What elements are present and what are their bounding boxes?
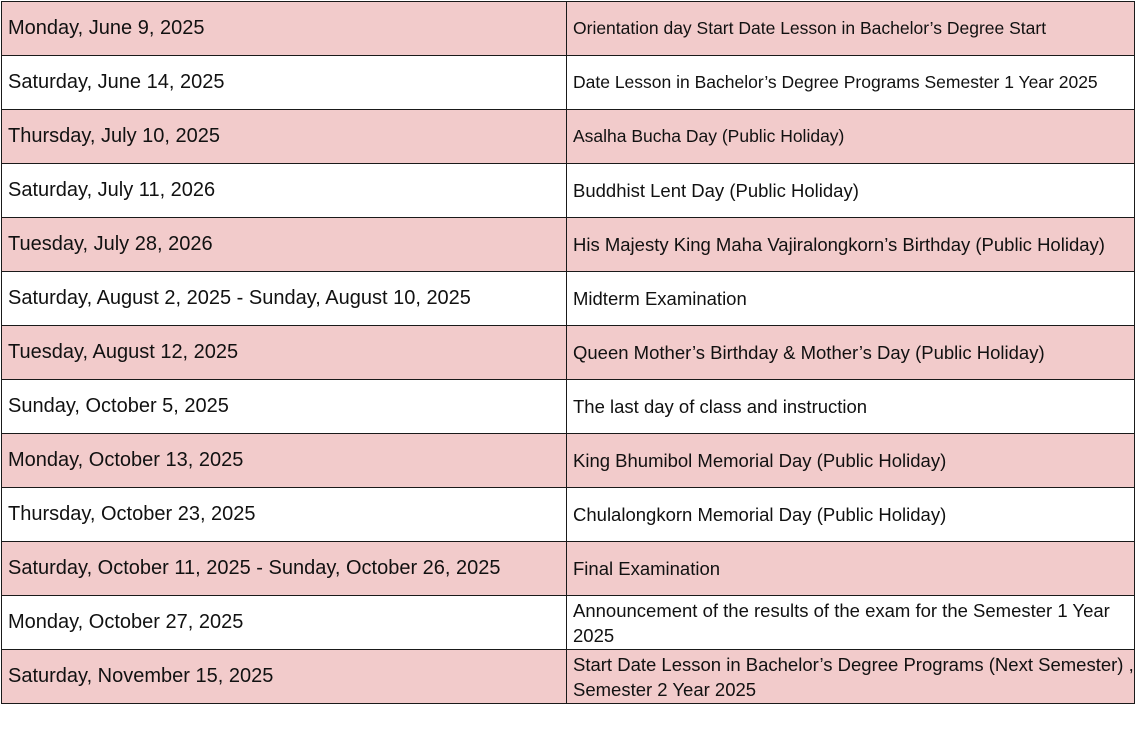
- event-cell: Orientation day Start Date Lesson in Bachelor’s Degree Start: [567, 2, 1135, 56]
- table-row: [2, 110, 1135, 164]
- event-cell: The last day of class and instruction: [567, 380, 1135, 434]
- date-cell: Sunday, October 5, 2025: [2, 380, 567, 434]
- event-cell: Chulalongkorn Memorial Day (Public Holiday): [567, 488, 1135, 542]
- date-cell: Thursday, October 23, 2025: [2, 488, 567, 542]
- event-cell: Asalha Bucha Day (Public Holiday): [567, 110, 1135, 164]
- event-cell: Queen Mother’s Birthday & Mother’s Day (Public Holiday): [567, 326, 1135, 380]
- event-cell: Midterm Examination: [567, 272, 1135, 326]
- date-cell: Saturday, October 11, 2025 - Sunday, October 26, 2025: [2, 542, 567, 596]
- date-cell: Tuesday, July 28, 2026: [2, 218, 567, 272]
- table-row: [2, 488, 1135, 542]
- event-cell: His Majesty King Maha Vajiralongkorn’s Birthday (Public Holiday): [567, 218, 1135, 272]
- date-cell: Monday, June 9, 2025: [2, 2, 567, 56]
- table-row: [2, 272, 1135, 326]
- date-cell: Saturday, August 2, 2025 - Sunday, August 10, 2025: [2, 272, 567, 326]
- date-cell: Saturday, July 11, 2026: [2, 164, 567, 218]
- table-row: [2, 596, 1135, 650]
- event-cell: Start Date Lesson in Bachelor’s Degree Programs (Next Semester) , Semester 2 Year 2025: [567, 650, 1135, 704]
- event-cell: King Bhumibol Memorial Day (Public Holiday): [567, 434, 1135, 488]
- date-cell: Thursday, July 10, 2025: [2, 110, 567, 164]
- table-row: [2, 542, 1135, 596]
- date-cell: Monday, October 27, 2025: [2, 596, 567, 650]
- table-row: [2, 434, 1135, 488]
- table-row: [2, 164, 1135, 218]
- event-cell: Buddhist Lent Day (Public Holiday): [567, 164, 1135, 218]
- event-cell: Date Lesson in Bachelor’s Degree Programs Semester 1 Year 2025: [567, 56, 1135, 110]
- table-row: [2, 650, 1135, 704]
- table-row: [2, 56, 1135, 110]
- date-cell: Saturday, June 14, 2025: [2, 56, 567, 110]
- table-row: [2, 326, 1135, 380]
- event-cell: Announcement of the results of the exam for the Semester 1 Year 2025: [567, 596, 1135, 650]
- table-row: [2, 218, 1135, 272]
- date-cell: Tuesday, August 12, 2025: [2, 326, 567, 380]
- date-cell: Monday, October 13, 2025: [2, 434, 567, 488]
- table-row: [2, 2, 1135, 56]
- table-row: [2, 380, 1135, 434]
- event-cell: Final Examination: [567, 542, 1135, 596]
- academic-calendar-table: [1, 1, 1135, 704]
- date-cell: Saturday, November 15, 2025: [2, 650, 567, 704]
